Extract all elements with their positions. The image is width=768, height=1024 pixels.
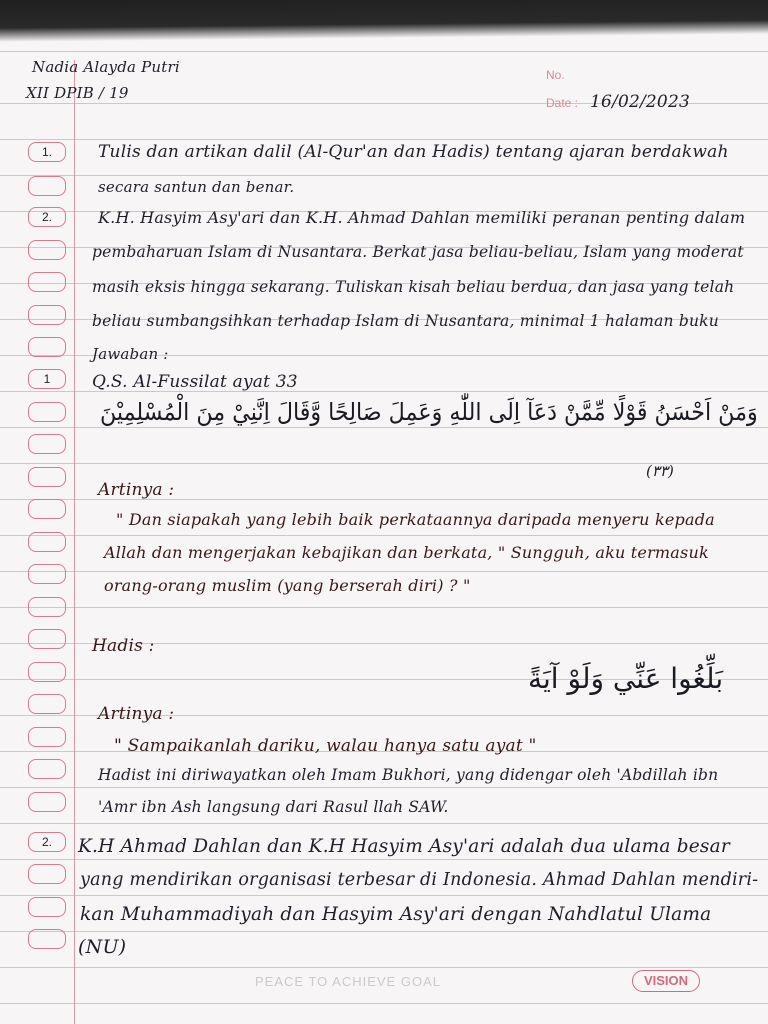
margin-box (28, 897, 66, 917)
question-1-line-2: secara santun dan benar. (98, 178, 295, 196)
margin-box (28, 337, 66, 357)
margin-box (28, 532, 66, 552)
question-2-line-4: beliau sumbangsihkan terhadap Islam di Nusantara, minimal 1 halaman buku (92, 312, 719, 330)
surah-reference: Q.S. Al-Fussilat ayat 33 (92, 372, 298, 392)
answer-heading: Jawaban : (92, 345, 169, 363)
margin-box (28, 240, 66, 260)
margin-box (28, 467, 66, 487)
hadith-label: Hadis : (92, 636, 155, 656)
margin-box (28, 629, 66, 649)
margin-box (28, 499, 66, 519)
answer-2-line-3: kan Muhammadiyah dan Hasyim Asy'ari dengan Nahdlatul Ulama (80, 904, 712, 925)
margin-box (28, 759, 66, 779)
margin-box (28, 402, 66, 422)
margin-line (74, 60, 75, 1024)
hadith-note-line-2: 'Amr ibn Ash langsung dari Rasul llah SAW. (98, 798, 449, 816)
date-label: Date : (546, 96, 579, 110)
margin-box (28, 272, 66, 292)
answer-2-line-2: yang mendirikan organisasi terbesar di Indonesia. Ahmad Dahlan mendiri- (80, 870, 759, 890)
question-1-line-1: Tulis dan artikan dalil (Al-Qur'an dan Hadis) tentang ajaran berdakwah (98, 142, 729, 162)
margin-box-q1: 1. (28, 142, 66, 162)
margin-box-a1: 1 (28, 369, 66, 389)
answer-2-line-4: (NU) (78, 936, 127, 958)
translation-1-line-2: Allah dan mengerjakan kebajikan dan berkata, " Sungguh, aku termasuk (104, 543, 709, 562)
vision-badge: VISION (632, 970, 700, 992)
margin-box (28, 662, 66, 682)
margin-box (28, 864, 66, 884)
margin-box (28, 727, 66, 747)
question-2-line-3: masih eksis hingga sekarang. Tuliskan kisah beliau berdua, dan jasa yang telah (92, 278, 735, 296)
translation-2-line-1: " Sampaikanlah dariku, walau hanya satu ayat " (114, 736, 537, 756)
margin-box (28, 694, 66, 714)
translation-1-line-1: " Dan siapakah yang lebih baik perkataannya daripada menyeru kepada (116, 510, 715, 529)
verse-number: (٣٣) (646, 462, 674, 480)
margin-box (28, 564, 66, 584)
margin-box (28, 792, 66, 812)
question-2-line-2: pembaharuan Islam di Nusantara. Berkat jasa beliau-beliau, Islam yang moderat (92, 243, 744, 261)
no-label: No. (546, 68, 565, 82)
margin-box (28, 929, 66, 949)
margin-box (28, 434, 66, 454)
translation-label-1: Artinya : (98, 480, 175, 500)
hadith-arabic: بَلِّغُوا عَنِّي وَلَوْ آيَةً (528, 662, 724, 695)
quran-verse-arabic: وَمَنْ اَحْسَنُ قَوْلًا مِّمَّنْ دَعَآ اِلَى اللّٰهِ وَعَمِلَ صَالِحًا وَّقَالَ اِنَّنِيْ مِنَ الْمُسْلِمِيْنَ (100, 398, 758, 426)
answer-2-line-1: K.H Ahmad Dahlan dan K.H Hasyim Asy'ari adalah dua ulama besar (78, 836, 730, 857)
margin-box-a2: 2. (28, 832, 66, 852)
footer-tagline: PEACE TO ACHIEVE GOAL (255, 974, 441, 989)
margin-box (28, 305, 66, 325)
translation-label-2: Artinya : (98, 704, 175, 724)
margin-box (28, 597, 66, 617)
student-name: Nadia Alayda Putri (32, 58, 180, 76)
student-class: XII DPIB / 19 (26, 84, 129, 102)
hadith-note-line-1: Hadist ini diriwayatkan oleh Imam Bukhori, yang didengar oleh 'Abdillah ibn (98, 766, 719, 784)
translation-1-line-3: orang-orang muslim (yang berserah diri) ? " (104, 576, 471, 595)
margin-box-q2: 2. (28, 207, 66, 227)
question-2-line-1: K.H. Hasyim Asy'ari dan K.H. Ahmad Dahlan memiliki peranan penting dalam (98, 208, 746, 227)
date-value: 16/02/2023 (590, 92, 690, 112)
margin-box (28, 176, 66, 196)
